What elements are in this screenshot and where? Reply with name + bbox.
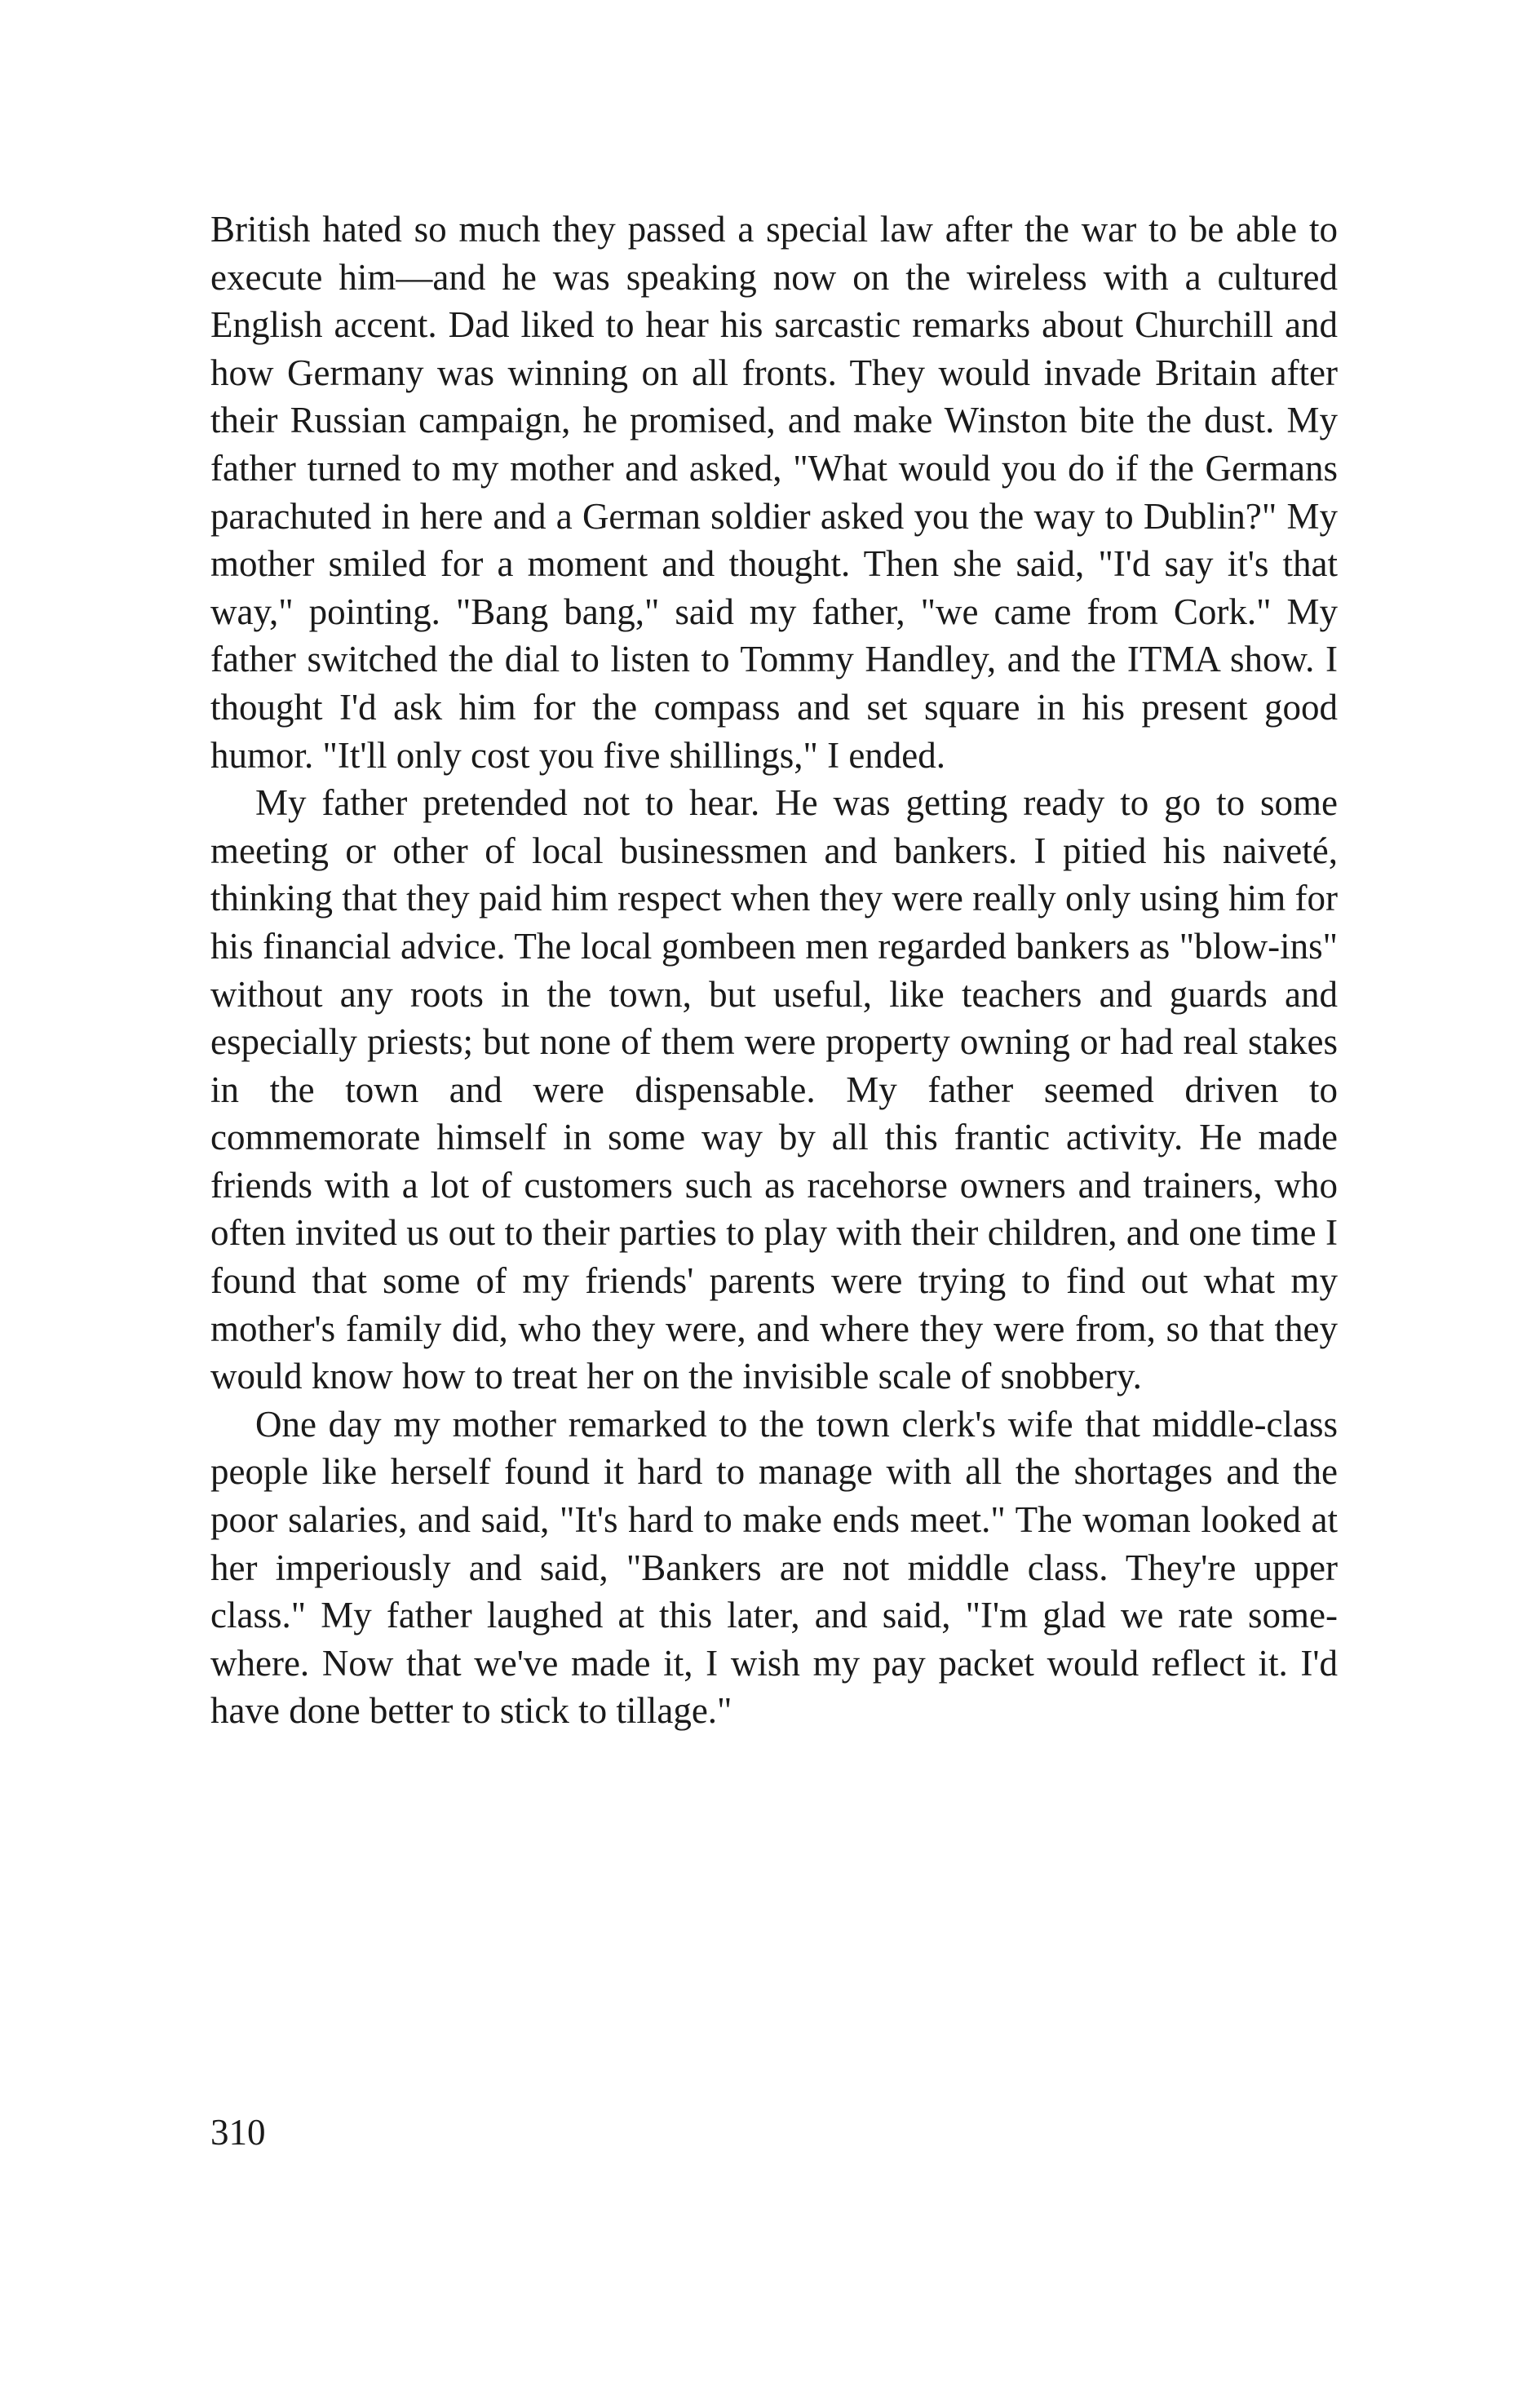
paragraph-1: British hated so much they passed a special law after the war to be able to execute him—and he was speaking now on the wireless with a cultured English accent. Dad liked to hear his sarcastic remarks about Churchill and how Germany was winning on all fronts. They would invade Britain after their Russian campaign, he promised, and make Winston bite the dust. My father turned to my mother and asked, "What would you do if the Germans parachuted in here and a German soldier asked you the way to Dublin?" My mother smiled for a moment and thought. Then she said, "I'd say it's that way," pointing. "Bang bang," said my father, "we came from Cork." My father switched the dial to listen to Tommy Handley, and the ITMA show. I thought I'd ask him for the compass and set square in his present good humor. "It'll only cost you five shillings," I ended. <box>210 209 1338 776</box>
body-text <box>210 206 1338 1735</box>
page-number: 310 <box>210 2112 266 2153</box>
paragraph-2: My father pretended not to hear. He was getting ready to go to some meeting or other of local businessmen and bankers. I pitied his naiveté, thinking that they paid him respect when they were really only using him for his financial advice. The local gombeen men regarded bankers as "blow-ins" without any roots in the town, but useful, like teachers and guards and especially priests; but none of them were property owning or had real stakes in the town and were dispensable. My father seemed driven to commemorate himself in some way by all this frantic activity. He made friends with a lot of customers such as racehorse owners and trainers, who often invited us out to their parties to play with their children, and one time I found that some of my friends' parents were trying to find out what my mother's family did, who they were, and where they were from, so that they would know how to treat her on the invisible scale of snobbery. <box>210 782 1338 1397</box>
paragraph-3: One day my mother remarked to the town clerk's wife that middle-class people like herself found it hard to manage with all the shortages and the poor salaries, and said, "It's hard to make ends meet." The woman looked at her imperiously and said, "Bankers are not middle class. They're upper class." My father laughed at this later, and said, "I'm glad we rate somewhere. Now that we've made it, I wish my pay packet would reflect it. I'd have done better to stick to tillage." <box>210 1403 1338 1732</box>
